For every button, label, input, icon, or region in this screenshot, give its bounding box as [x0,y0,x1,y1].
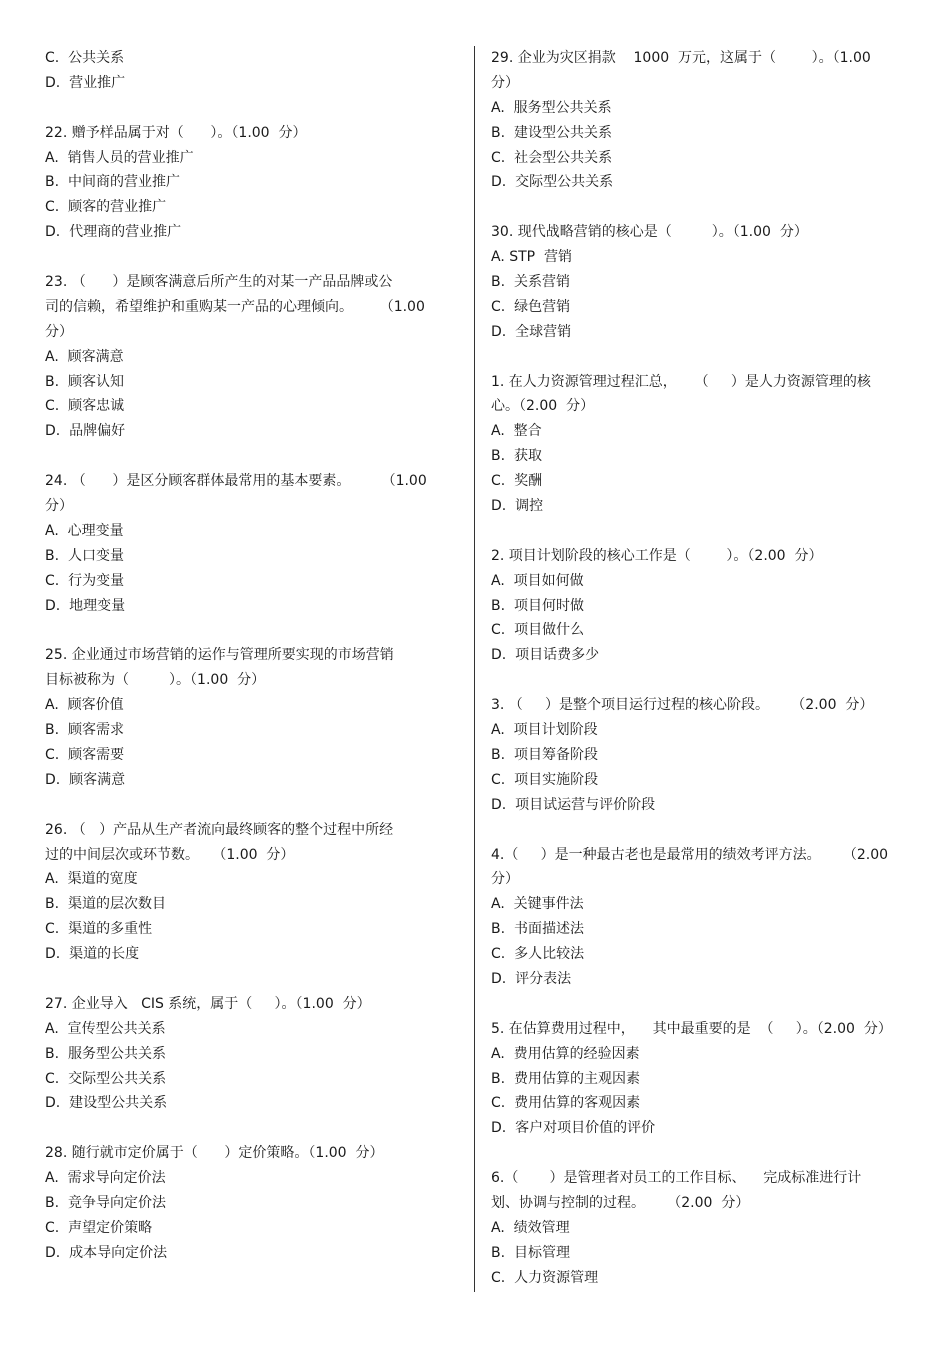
blank-line [45,245,465,270]
text-line: B. 获取 [491,448,542,465]
text-line: C. 交际型公共关系 [45,1070,167,1087]
text-line: A. 关键事件法 [491,896,584,913]
text-line: C. 公共关系 [45,50,125,66]
text-line: B. 中间商的营业推广 [45,174,180,191]
text-line: D. 成本导向定价法 [45,1244,168,1261]
text-line: D. 客户对项目价值的评价 [491,1120,656,1137]
text-line: 分） [491,74,519,91]
text-line: 分） [45,323,73,340]
blank-line [491,519,911,544]
text-line: A. 顾客满意 [45,348,124,365]
column-divider [474,46,475,1292]
text-line: 27. 企业导入 CIS 系统，属于（ ）。（1.00 分） [45,995,371,1012]
text-line: 4.（ ）是一种最古老也是最常用的绩效考评方法。 （2.00 [491,846,889,863]
text-line: B. 顾客认知 [45,373,124,390]
text-line: A. 销售人员的营业推广 [45,149,194,166]
blank-line [491,195,911,220]
blank-line [491,1141,911,1166]
text-line: A. 项目如何做 [491,572,584,589]
text-line: B. 人口变量 [45,547,124,564]
blank-line [491,818,911,843]
text-line: D. 营业推广 [45,74,126,91]
text-line: D. 项目话费多少 [491,647,600,664]
text-line: 分） [45,498,73,515]
text-line: C. 人力资源管理 [491,1269,599,1286]
text-line: 过的中间层次或环节数。 （1.00 分） [45,846,295,863]
text-line: C. 顾客的营业推广 [45,199,167,216]
text-line: C. 奖酬 [491,473,543,490]
text-line: 司的信赖，希望维护和重购某一产品的心理倾向。 （1.00 [45,298,425,315]
text-line: 3. （ ）是整个项目运行过程的核心阶段。 （2.00 分） [491,697,874,714]
text-line: B. 竞争导向定价法 [45,1194,166,1211]
text-line: A. 顾客价值 [45,697,124,714]
text-line: A. 绩效管理 [491,1219,570,1236]
text-line: 28. 随行就市定价属于（ ）定价策略。（1.00 分） [45,1145,384,1162]
text-line: 23. （ ）是顾客满意后所产生的对某一产品品牌或公 [45,274,393,291]
right-column [491,46,911,1291]
text-line: C. 声望定价策略 [45,1219,153,1236]
blank-line [45,618,465,643]
blank-line [45,96,465,121]
text-line: A. 渠道的宽度 [45,871,138,888]
blank-line [491,668,911,693]
text-line: A. 项目计划阶段 [491,722,598,739]
text-line: D. 顾客满意 [45,771,126,788]
text-line: 24. （ ）是区分顾客群体最常用的基本要素。 （1.00 [45,473,427,490]
left-column [45,46,465,1266]
blank-line [45,1116,465,1141]
text-line: D. 地理变量 [45,597,126,614]
text-line: C. 项目实施阶段 [491,771,599,788]
text-line: C. 社会型公共关系 [491,149,613,166]
text-line: C. 行为变量 [45,572,125,589]
text-line: A. 宣传型公共关系 [45,1020,166,1037]
text-line: D. 调控 [491,498,544,515]
text-line: C. 绿色营销 [491,298,571,315]
text-line: D. 交际型公共关系 [491,174,614,191]
text-line: C. 多人比较法 [491,946,585,963]
text-line: 心。（2.00 分） [491,398,595,415]
blank-line [491,345,911,370]
text-line: 29. 企业为灾区捐款 1000 万元，这属于（ ）。（1.00 [491,50,871,66]
text-line: D. 代理商的营业推广 [45,224,182,241]
text-line: 26. （ ）产品从生产者流向最终顾客的整个过程中所经 [45,821,394,838]
text-line: B. 渠道的层次数目 [45,896,166,913]
text-line: A. 费用估算的经验因素 [491,1045,640,1062]
blank-line [491,992,911,1017]
text-line: A. STP 营销 [491,249,573,266]
blank-line [45,444,465,469]
text-line: D. 全球营销 [491,323,572,340]
text-line: B. 目标管理 [491,1244,570,1261]
text-line: B. 关系营销 [491,274,570,291]
text-line: B. 项目何时做 [491,597,584,614]
text-line: B. 费用估算的主观因素 [491,1070,640,1087]
text-line: 2. 项目计划阶段的核心工作是（ ）。（2.00 分） [491,547,823,564]
text-line: D. 建设型公共关系 [45,1095,168,1112]
text-line: 分） [491,871,519,888]
text-line: C. 项目做什么 [491,622,585,639]
text-line: 1. 在人力资源管理过程汇总， （ ）是人力资源管理的核 [491,373,871,390]
text-line: B. 顾客需求 [45,722,124,739]
text-line: A. 需求导向定价法 [45,1170,166,1187]
blank-line [45,793,465,818]
text-line: 目标被称为（ ）。（1.00 分） [45,672,266,689]
text-line: C. 顾客需要 [45,746,125,763]
text-line: 25. 企业通过市场营销的运作与管理所要实现的市场营销 [45,647,394,664]
text-line: 5. 在估算费用过程中， 其中最重要的是 （ ）。（2.00 分） [491,1020,892,1037]
text-line: D. 品牌偏好 [45,423,126,440]
text-line: C. 顾客忠诚 [45,398,125,415]
text-line: B. 书面描述法 [491,921,584,938]
text-line: A. 心理变量 [45,522,124,539]
text-line: B. 建设型公共关系 [491,124,612,141]
text-line: C. 渠道的多重性 [45,921,153,938]
blank-line [45,967,465,992]
text-line: B. 服务型公共关系 [45,1045,166,1062]
text-line: 划、协调与控制的过程。 （2.00 分） [491,1194,750,1211]
text-line: D. 项目试运营与评价阶段 [491,796,656,813]
text-line: B. 项目筹备阶段 [491,746,598,763]
text-line: 6.（ ）是管理者对员工的工作目标、 完成标准进行计 [491,1170,862,1187]
text-line: D. 渠道的长度 [45,946,140,963]
text-line: A. 服务型公共关系 [491,99,612,116]
text-line: D. 评分表法 [491,970,572,987]
text-line: 22. 赠予样品属于对（ ）。（1.00 分） [45,124,307,141]
text-line: A. 整合 [491,423,542,440]
text-line: C. 费用估算的客观因素 [491,1095,641,1112]
text-line: 30. 现代战略营销的核心是（ ）。（1.00 分） [491,224,808,241]
